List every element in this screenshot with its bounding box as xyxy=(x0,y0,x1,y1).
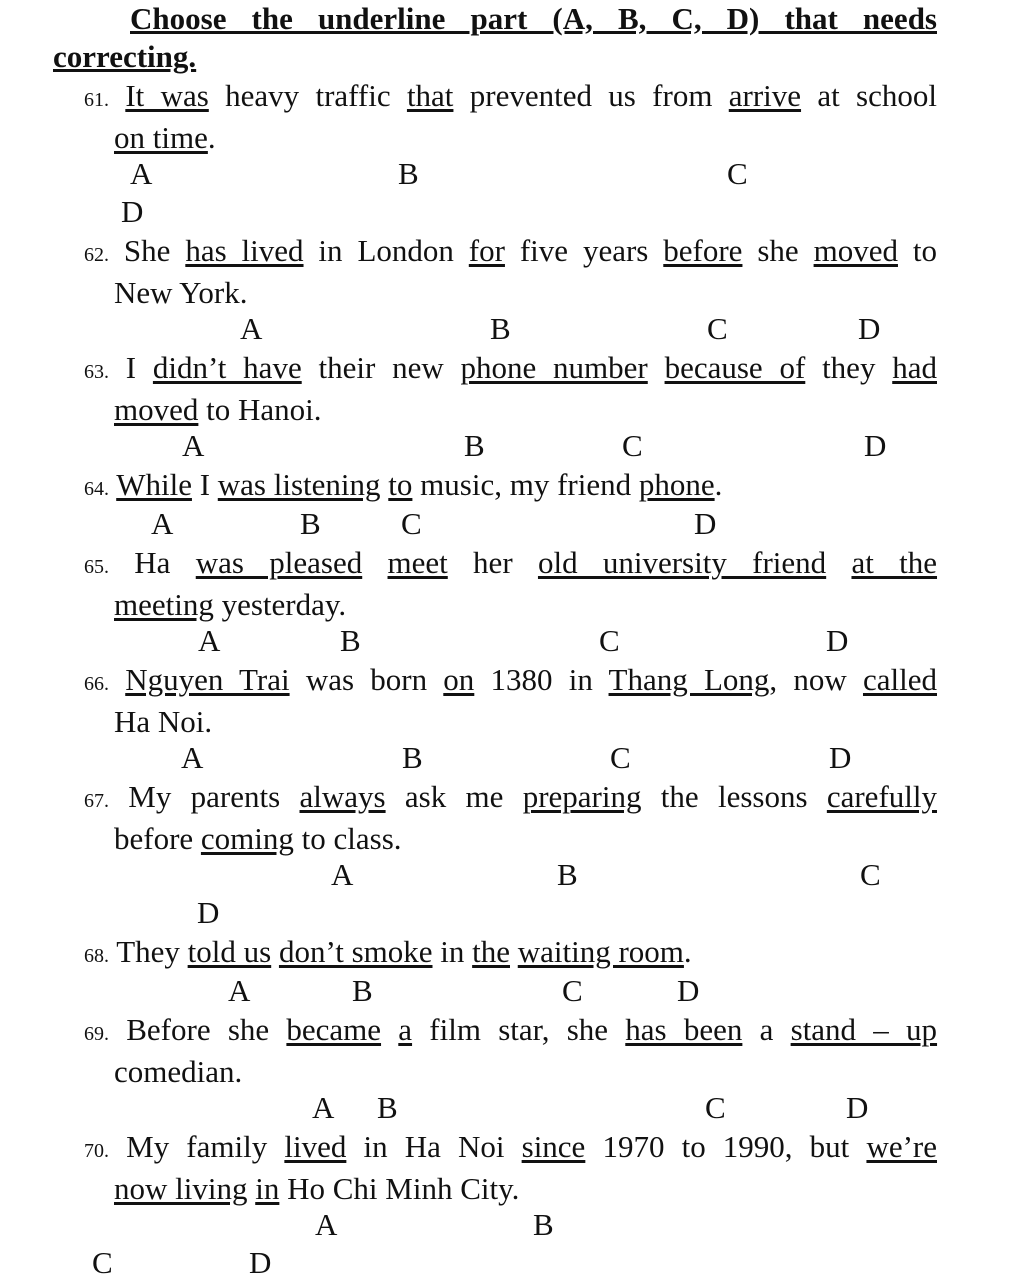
option-letter-b: B xyxy=(533,1207,554,1242)
option-letter-d: D xyxy=(677,973,700,1008)
question-61: 61. It was heavy traffic that prevented us from arrive at school on time. xyxy=(84,78,937,155)
option-letter-a: A xyxy=(228,973,251,1008)
underlined-part-d: coming xyxy=(200,821,294,856)
option-letter-b: B xyxy=(300,506,321,541)
underlined-part-d-cont: moved xyxy=(114,392,199,427)
underlined-part-b: on xyxy=(443,662,475,697)
option-letter-a: A xyxy=(315,1207,338,1242)
underlined-part-d: called xyxy=(862,662,937,697)
question-65: 65. Ha was pleased meet her old university friend at the meeting yesterday. xyxy=(84,545,938,622)
underlined-part-b: for xyxy=(468,233,505,268)
underlined-part-c: has been xyxy=(625,1012,743,1047)
option-letter-d: D xyxy=(846,1090,869,1125)
underlined-part-c: to xyxy=(388,467,413,502)
underlined-part-a: lived xyxy=(284,1129,347,1164)
underlined-part-b: meet xyxy=(387,545,448,580)
underlined-part-c: because of xyxy=(664,350,806,385)
underlined-part-b: since xyxy=(521,1129,586,1164)
option-letter-a: A xyxy=(130,156,153,191)
instruction-title-line2: correcting. xyxy=(53,39,197,74)
option-letter-b: B xyxy=(340,623,361,658)
option-letter-b: B xyxy=(557,857,578,892)
question-69: 69. Before she became a film star, she has been a stand – up comedian. xyxy=(84,1012,938,1089)
underlined-part-c: old university friend xyxy=(537,545,827,580)
option-letter-d: D xyxy=(197,895,220,930)
option-letter-a: A xyxy=(312,1090,335,1125)
option-letter-c: C xyxy=(401,506,422,541)
question-70: 70. My family lived in Ha Noi since 1970 to 1990, but we’re now living in Ho Chi Minh City. xyxy=(84,1129,937,1206)
underlined-part-b: a xyxy=(398,1012,413,1047)
underlined-part-a: was pleased xyxy=(195,545,363,580)
option-letter-c: C xyxy=(599,623,620,658)
option-letter-a: A xyxy=(331,857,354,892)
option-letter-b: B xyxy=(464,428,485,463)
option-letter-c: C xyxy=(610,740,631,775)
underlined-part-b: was listening xyxy=(217,467,381,502)
option-letter-b: B xyxy=(352,973,373,1008)
question-64: 64. While I was listening to music, my friend phone. xyxy=(84,467,723,502)
underlined-part-b: that xyxy=(406,78,454,113)
underlined-part-d-cont: meeting xyxy=(114,587,214,622)
underlined-part-c: Thang Long xyxy=(608,662,770,697)
question-66: 66. Nguyen Trai was born on 1380 in Thang Long, now called Ha Noi. xyxy=(84,662,937,739)
option-letter-a: A xyxy=(151,506,174,541)
option-letter-c: C xyxy=(705,1090,726,1125)
underlined-part-c: before xyxy=(663,233,743,268)
option-letter-d: D xyxy=(826,623,849,658)
underlined-part-d: phone xyxy=(638,467,715,502)
underlined-part-a: told us xyxy=(187,934,272,969)
option-letter-b: B xyxy=(398,156,419,191)
underlined-part-b: phone number xyxy=(460,350,648,385)
underlined-part-c-cont: now living xyxy=(114,1171,248,1206)
option-letter-b: B xyxy=(377,1090,398,1125)
underlined-part-d: at the xyxy=(851,545,938,580)
underlined-part-a: always xyxy=(299,779,386,814)
underlined-part-c: arrive xyxy=(728,78,802,113)
option-letter-c: C xyxy=(562,973,583,1008)
option-letter-c: C xyxy=(622,428,643,463)
option-letter-d: D xyxy=(864,428,887,463)
underlined-part-a: has lived xyxy=(185,233,304,268)
option-letter-a: A xyxy=(198,623,221,658)
option-letter-a: A xyxy=(182,428,205,463)
underlined-part-d: on time xyxy=(114,120,208,155)
option-letter-a: A xyxy=(181,740,204,775)
option-letter-d: D xyxy=(694,506,717,541)
question-63: 63. I didn’t have their new phone number because of they had moved to Hanoi. xyxy=(84,350,937,427)
underlined-part-c: carefully xyxy=(826,779,937,814)
underlined-part-d: had xyxy=(892,350,937,385)
option-letter-b: B xyxy=(490,311,511,346)
question-67: 67. My parents always ask me preparing the lessons carefully before coming to class. xyxy=(84,779,937,856)
option-letter-b: B xyxy=(402,740,423,775)
option-letter-c: C xyxy=(860,857,881,892)
underlined-part-d: in xyxy=(255,1171,280,1206)
option-letter-a: A xyxy=(240,311,263,346)
underlined-part-c: we’re xyxy=(866,1129,937,1164)
underlined-part-a: Nguyen Trai xyxy=(125,662,290,697)
underlined-part-a: While xyxy=(116,467,192,502)
question-62: 62. She has lived in London for five years before she moved to New York. xyxy=(84,233,937,310)
underlined-part-a: didn’t have xyxy=(152,350,302,385)
underlined-part-b: don’t smoke xyxy=(278,934,433,969)
option-letter-c: C xyxy=(92,1245,113,1280)
underlined-part-d: stand – up xyxy=(790,1012,938,1047)
question-68: 68. They told us don’t smoke in the waiting room. xyxy=(84,934,692,969)
underlined-part-a: became xyxy=(286,1012,382,1047)
underlined-part-d: waiting room xyxy=(517,934,684,969)
underlined-part-c: the xyxy=(472,934,510,969)
underlined-part-a: It was xyxy=(125,78,209,113)
underlined-part-b: preparing xyxy=(522,779,642,814)
option-letter-c: C xyxy=(727,156,748,191)
option-letter-c: C xyxy=(707,311,728,346)
option-letter-d: D xyxy=(858,311,881,346)
underlined-part-d: moved xyxy=(813,233,898,268)
question-number: 61. xyxy=(84,89,109,111)
option-letter-d: D xyxy=(249,1245,272,1280)
option-letter-d: D xyxy=(829,740,852,775)
option-letter-d: D xyxy=(121,194,144,229)
instruction-title: Choose the underline part (A, B, C, D) that needs xyxy=(130,1,937,36)
